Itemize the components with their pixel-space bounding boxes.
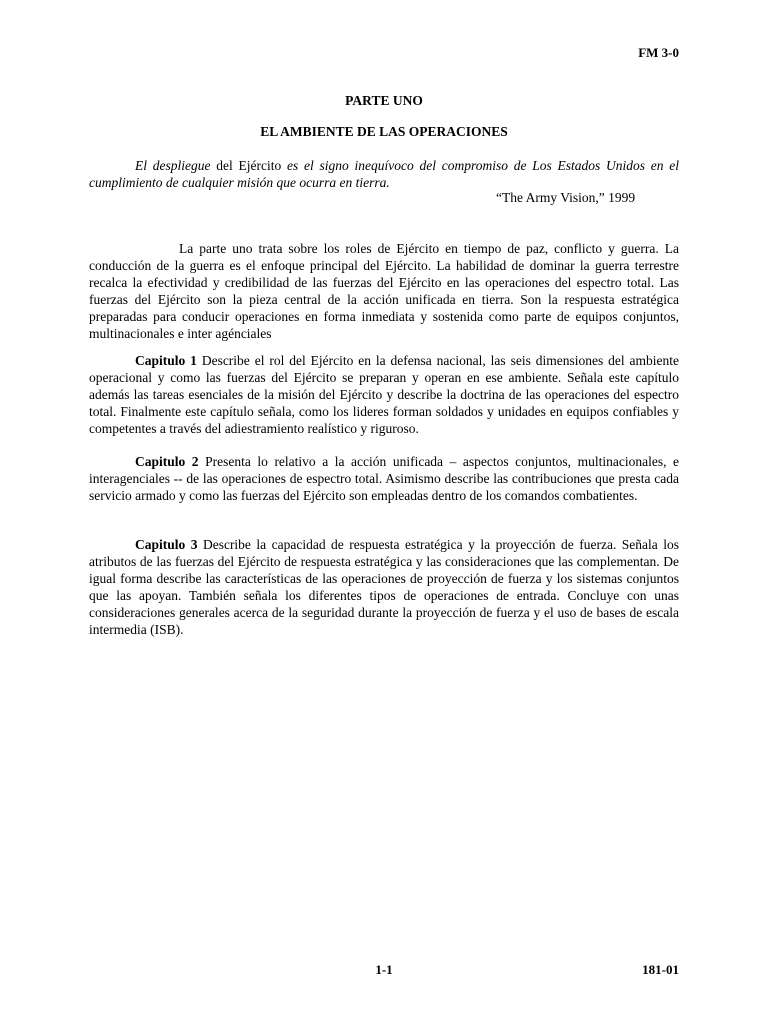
chapter-3-text: Describe la capacidad de respuesta estratégica y la proyección de fuerza. Señala los atributos de las fuerzas del Ejército de respuesta estratégica y las consideraciones que las complementan. De igual forma describe las características de las operaciones de proyección de fuerza y los sistemas conjuntos que las apoyan. También señala los diferentes tipos de operaciones de entrada. Concluye con unas consideraciones generales acerca de la seguridad durante la proyección de fuerza y el uso de bases de escala intermedia (ISB). (89, 537, 679, 637)
chapter-1-paragraph (89, 352, 679, 437)
chapter-3-label: Capitulo 3 (135, 537, 198, 552)
epigraph (89, 157, 679, 191)
chapter-1-text: Describe el rol del Ejército en la defensa nacional, las seis dimensiones del ambiente operacional y como las fuerzas del Ejército se preparan y operan en ese ambiente. Señala este capítulo además las tareas esenciales de la misión del Ejército y describe la doctrina de las operaciones del espectro total. Finalmente este capítulo señala, como los lideres forman soldados y unidades en equipos confiables y competentes a través del adiestramiento realístico y riguroso. (89, 353, 679, 436)
page-number: 1-1 (375, 962, 393, 977)
chapter-2-paragraph (89, 453, 679, 504)
epigraph-part2: del Ejército (210, 158, 287, 173)
epigraph-part3: es el signo inequívoco del compromiso de Los Estados Unidos en el cumplimiento de cualquier misión que ocurra en tierra. (89, 158, 679, 190)
manual-code: FM 3-0 (638, 45, 679, 60)
footer-date: 181-01 (642, 962, 679, 977)
part-title: PARTE UNO (345, 93, 423, 108)
intro-paragraph: La parte uno trata sobre los roles de Ejército en tiempo de paz, conflicto y guerra. La conducción de la guerra es el enfoque principal del Ejército. La habilidad de dominar la guerra terrestre recalca la efectividad y credibilidad de las fuerzas del Ejército en las operaciones del espectro total. Las fuerzas del Ejército son la pieza central de la acción unificada en tierra. Son la respuesta estratégica preparadas para conducir operaciones en forma inmediata y sostenida como parte de equipos conjuntos, multinacionales e inter agénciales (89, 241, 679, 341)
chapter-1-label: Capitulo 1 (135, 353, 197, 368)
part-subtitle: EL AMBIENTE DE LAS OPERACIONES (260, 124, 508, 139)
epigraph-attribution: “The Army Vision,” 1999 (496, 190, 636, 205)
chapter-3-paragraph (89, 536, 679, 638)
chapter-2-text: Presenta lo relativo a la acción unificada – aspectos conjuntos, multinacionales, e interagenciales -- de las operaciones de espectro total. Asimismo describe las contribuciones que presta cada servicio armado y como las fuerzas del Ejército son empleadas dentro de los comandos combatientes. (89, 454, 679, 503)
epigraph-part1: El despliegue (135, 158, 211, 173)
chapter-2-label: Capitulo 2 (135, 454, 199, 469)
